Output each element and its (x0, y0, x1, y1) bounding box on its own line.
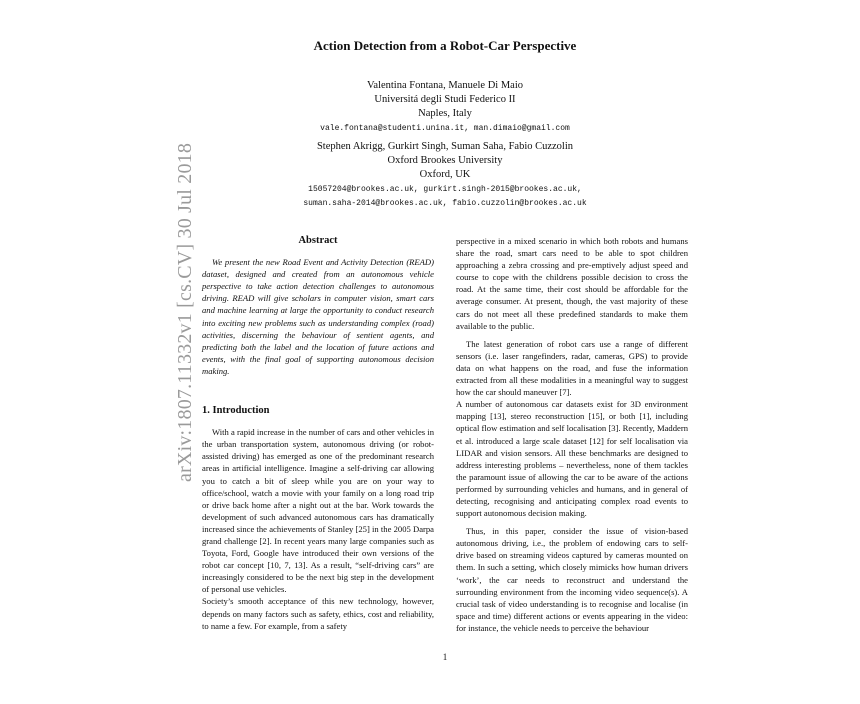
body-paragraph: A number of autonomous car datasets exist for 3D environment mapping [13], stereo reconstruction [15], or both [1], including optical flow estimation and self localisation [3]. Recently, Maddern et al. introduced a large scale dataset [12] for self localisation via LIDAR and vision sensors. All these benchmarks are designed to address interesting problems – nevertheless, none of them tackles the paramount issue of allowing the car to be aware of the actions performed by surrounding vehicles and humans, and in general of detecting, recognising and anticipating complex road events to support autonomous decision making. (456, 399, 688, 519)
author-block-1 (0, 79, 860, 136)
author-location: Naples, Italy (418, 108, 472, 119)
author-block-2 (0, 140, 860, 211)
author-emails-line-1: 15057204@brookes.ac.uk, gurkirt.singh-2015@brookes.ac.uk, (308, 185, 582, 194)
arxiv-stamp (168, 142, 196, 482)
body-paragraph: Thus, in this paper, consider the issue of vision-based autonomous driving, i.e., the problem of endowing cars to self-drive based on streaming videos captured by cameras mounted on them. In such a setting, which closely mimicks how human drivers ‘work’, the car needs to reconstruct and understand the surrounding environment from the incoming video sequence(s). A crucial task of video understanding is to recognise and localise (in space and time) different actions or events appearing in the video: for instance, the vehicle needs to perceive the behaviour (456, 526, 688, 633)
author-affiliation: Oxford Brookes University (387, 155, 503, 166)
intro-paragraph: With a rapid increase in the number of cars and other vehicles in the urban transportation system, autonomous driving (or robot-assisted driving) has emerged as one of the predominant research areas in artificial intelligence. Imagine a self-driving car allowing you to catch a bit of sleep while you are on your way to office/school, watch a movie with your family on a long road trip or drive back home after a night out at the bar. Work towards the development of such advanced autonomous cars has dramatically increased since the achievements of Stanley [25] in the 2005 Darpa grand challenge [2]. In recent years many large companies such as Toyota, Ford, Google have introduced their own versions of the robot car concept [10, 7, 13]. As a result, “self-driving cars” are increasingly considered to be the next big step in the development of personal use vehicles. (202, 427, 434, 595)
author-emails: vale.fontana@studenti.unina.it, man.dimaio@gmail.com (320, 124, 570, 133)
left-column (202, 235, 434, 632)
paper-title: Action Detection from a Robot-Car Perspective (313, 38, 577, 53)
author-emails-line-2: suman.saha-2014@brookes.ac.uk, fabio.cuzzolin@brookes.ac.uk (303, 199, 587, 208)
author-names: Stephen Akrigg, Gurkirt Singh, Suman Saha, Fabio Cuzzolin (316, 141, 574, 152)
abstract-text: We present the new Road Event and Activity Detection (READ) dataset, designed and created from an autonomous vehicle perspective to take action detection challenges to autonomous driving. READ will give scholars in computer vision, smart cars and machine learning at large the opportunity to conduct research into exciting new problems such as understanding complex (road) activities, discerning the behaviour of sentient agents, and predicting both the label and the location of future actions and events, with the final goal of supporting autonomous decision making. (202, 257, 434, 376)
author-location: Oxford, UK (419, 169, 471, 180)
arxiv-stamp-text: arXiv:1807.11332v1 [cs.CV] 30 Jul 2018 (174, 142, 196, 482)
page-number: 1 (442, 652, 448, 662)
author-affiliation: Universitá degli Studi Federico II (374, 94, 516, 105)
section-heading: 1. Introduction (202, 405, 270, 417)
abstract-heading: Abstract (298, 235, 338, 246)
author-names: Valentina Fontana, Manuele Di Maio (366, 80, 523, 91)
intro-paragraph: Society’s smooth acceptance of this new technology, however, depends on many factors such as safety, ethics, cost and reliability, to name a few. For example, from a safety (202, 596, 434, 631)
body-paragraph: The latest generation of robot cars use a range of different sensors (i.e. laser rangefinders, radar, cameras, GPS) to provide data on what happens on the road, and fuse the information extracted from all these modalities in a meaningful way to suggest how the car should maneuver [7]. (456, 338, 688, 398)
right-column (456, 235, 688, 634)
body-paragraph: perspective in a mixed scenario in which both robots and humans share the road, smart cars need to be able to spot children approaching a zebra crossing and pre-emptively adjust speed and course to cope with the childrens possible decision to cross the road. At the same time, their cost should be affordable for the average consumer. At present, though, the vast majority of these cars do not meet all these predefined standards to make them available to the public. (456, 236, 688, 331)
